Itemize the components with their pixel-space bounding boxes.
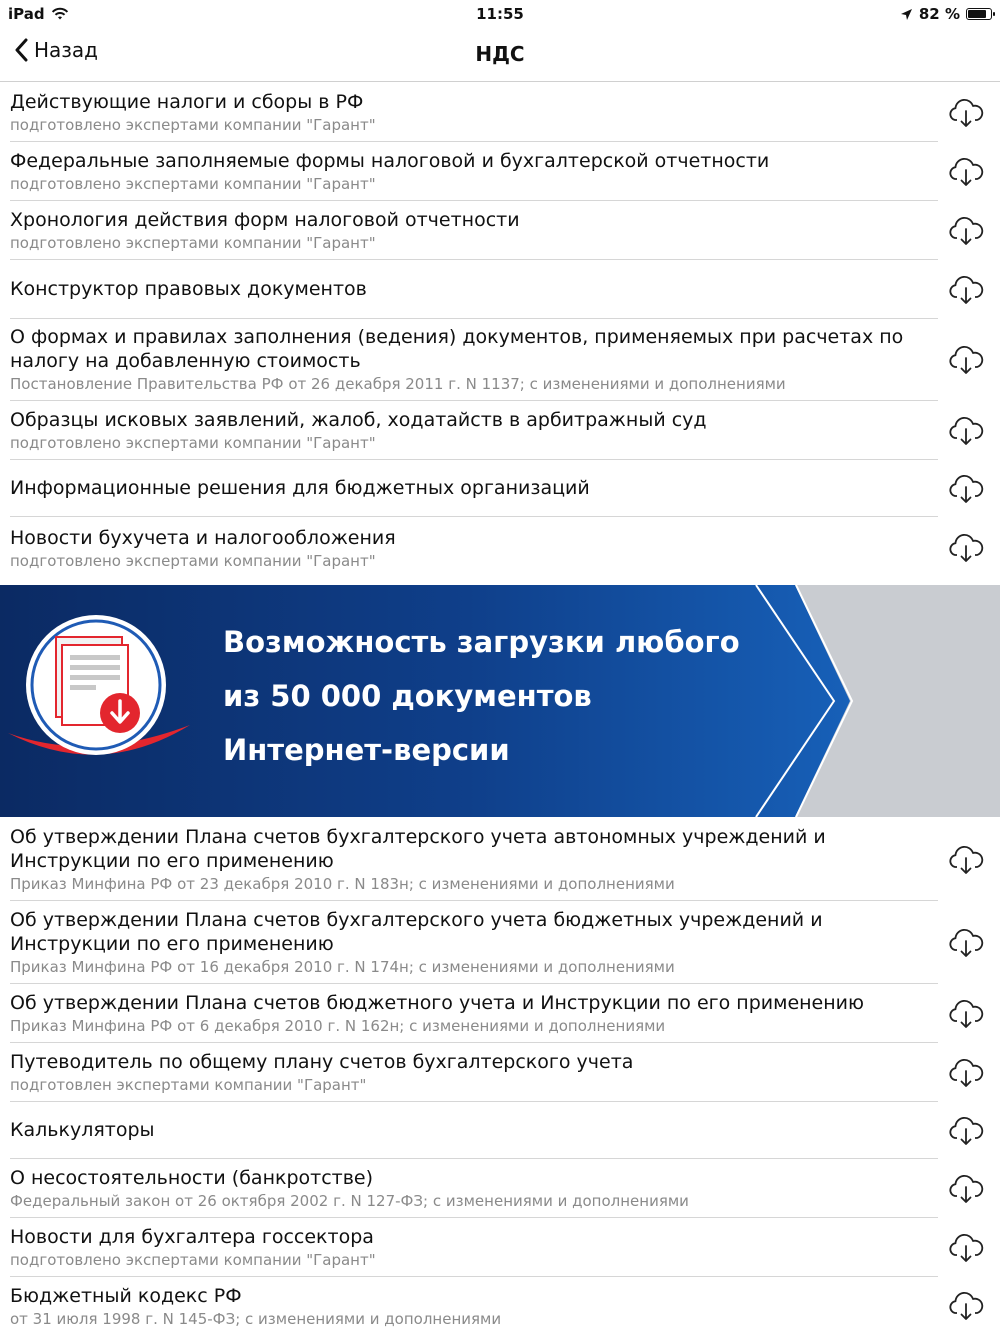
list-item[interactable] xyxy=(0,984,1000,1043)
status-time: 11:55 xyxy=(476,5,524,23)
list-item[interactable] xyxy=(0,1159,1000,1218)
cloud-download-icon[interactable] xyxy=(948,216,984,246)
cloud-download-icon[interactable] xyxy=(948,1233,984,1263)
cloud-download-icon[interactable] xyxy=(948,928,984,958)
item-title: Бюджетный кодекс РФ xyxy=(10,1284,242,1307)
item-title: Конструктор правовых документов xyxy=(10,278,367,300)
battery-icon xyxy=(966,8,992,20)
list-item[interactable] xyxy=(0,142,1000,201)
list-item[interactable] xyxy=(0,818,1000,901)
list-item[interactable] xyxy=(0,260,1000,319)
item-subtitle: Приказ Минфина РФ от 23 декабря 2010 г. N 183н; с изменениями и дополнениями xyxy=(10,874,675,893)
item-subtitle: подготовлено экспертами компании "Гарант" xyxy=(10,233,376,252)
item-title: Образцы исковых заявлений, жалоб, ходатайств в арбитражный суд xyxy=(10,408,707,431)
status-right xyxy=(900,5,992,23)
status-bar xyxy=(0,0,1000,28)
banner-line-1: Возможность загрузки любого xyxy=(223,625,740,659)
list-item[interactable] xyxy=(0,1102,1000,1159)
item-subtitle: Постановление Правительства РФ от 26 декабря 2011 г. N 1137; с изменениями и дополнениями xyxy=(10,375,786,393)
cloud-download-icon[interactable] xyxy=(948,157,984,187)
back-label: Назад xyxy=(34,38,99,62)
page-title: НДС xyxy=(475,42,525,66)
item-subtitle: Приказ Минфина РФ от 6 декабря 2010 г. N 162н; с изменениями и дополнениями xyxy=(10,1016,666,1035)
item-subtitle: подготовлен экспертами компании "Гарант" xyxy=(10,1075,367,1094)
item-subtitle: подготовлено экспертами компании "Гарант" xyxy=(10,551,376,570)
list-item[interactable] xyxy=(0,401,1000,460)
item-title: Новости для бухгалтера госсектора xyxy=(10,1225,374,1248)
promo-banner[interactable] xyxy=(0,585,1000,817)
item-title: Об утверждении Плана счетов бухгалтерского учета автономных учреждений и Инструкции по его применению xyxy=(10,825,826,872)
document-list-bottom xyxy=(0,818,1000,1334)
item-title: Федеральные заполняемые формы налоговой и бухгалтерской отчетности xyxy=(10,149,770,172)
list-item[interactable] xyxy=(0,1218,1000,1277)
navigation-bar xyxy=(0,28,1000,82)
cloud-download-icon[interactable] xyxy=(948,1291,984,1321)
item-subtitle: подготовлено экспертами компании "Гарант" xyxy=(10,115,376,134)
list-item[interactable] xyxy=(0,901,1000,984)
list-item[interactable] xyxy=(0,83,1000,142)
item-subtitle: подготовлено экспертами компании "Гарант" xyxy=(10,1250,376,1269)
list-item[interactable] xyxy=(0,460,1000,517)
item-title: Об утверждении Плана счетов бюджетного учета и Инструкции по его применению xyxy=(10,991,865,1014)
download-document-icon xyxy=(0,585,200,817)
cloud-download-icon[interactable] xyxy=(948,1058,984,1088)
item-subtitle: подготовлено экспертами компании "Гарант" xyxy=(10,433,376,452)
cloud-download-icon[interactable] xyxy=(948,1116,984,1146)
item-title: Путеводитель по общему плану счетов бухгалтерского учета xyxy=(10,1050,634,1073)
device-label: iPad xyxy=(8,5,45,23)
banner-line-3: Интернет-версии xyxy=(223,733,510,767)
cloud-download-icon[interactable] xyxy=(948,845,984,875)
item-subtitle: подготовлено экспертами компании "Гарант" xyxy=(10,174,376,193)
list-item[interactable] xyxy=(0,1277,1000,1334)
item-title: Действующие налоги и сборы в РФ xyxy=(10,90,364,113)
cloud-download-icon[interactable] xyxy=(948,275,984,305)
list-item[interactable] xyxy=(0,517,1000,579)
item-title: Информационные решения для бюджетных организаций xyxy=(10,477,590,499)
cloud-download-icon[interactable] xyxy=(948,1174,984,1204)
item-subtitle: Приказ Минфина РФ от 16 декабря 2010 г. N 174н; с изменениями и дополнениями xyxy=(10,957,675,976)
item-subtitle: Федеральный закон от 26 октября 2002 г. N 127-ФЗ; с изменениями и дополнениями xyxy=(10,1191,689,1210)
cloud-download-icon[interactable] xyxy=(948,533,984,563)
item-title: О формах и правилах заполнения (ведения) документов, применяемых при расчетах по налогу на добавленную стоимость xyxy=(10,326,904,372)
battery-fill xyxy=(968,10,986,18)
document-list-top xyxy=(0,83,1000,579)
list-item[interactable] xyxy=(0,319,1000,401)
list-item[interactable] xyxy=(0,1043,1000,1102)
banner-line-2: из 50 000 документов xyxy=(223,679,592,713)
cloud-download-icon[interactable] xyxy=(948,345,984,375)
item-title: Хронология действия форм налоговой отчетности xyxy=(10,208,520,231)
battery-percent: 82 % xyxy=(918,5,960,23)
cloud-download-icon[interactable] xyxy=(948,474,984,504)
list-item[interactable] xyxy=(0,201,1000,260)
cloud-download-icon[interactable] xyxy=(948,98,984,128)
cloud-download-icon[interactable] xyxy=(948,999,984,1029)
item-title: О несостоятельности (банкротстве) xyxy=(10,1166,374,1189)
item-subtitle: от 31 июля 1998 г. N 145-ФЗ; с изменениями и дополнениями xyxy=(10,1309,502,1328)
item-title: Калькуляторы xyxy=(10,1119,155,1141)
item-title: Об утверждении Плана счетов бухгалтерского учета бюджетных учреждений и Инструкции по его применению xyxy=(10,908,823,955)
cloud-download-icon[interactable] xyxy=(948,416,984,446)
item-title: Новости бухучета и налогообложения xyxy=(10,526,396,549)
location-arrow-icon xyxy=(900,8,913,21)
